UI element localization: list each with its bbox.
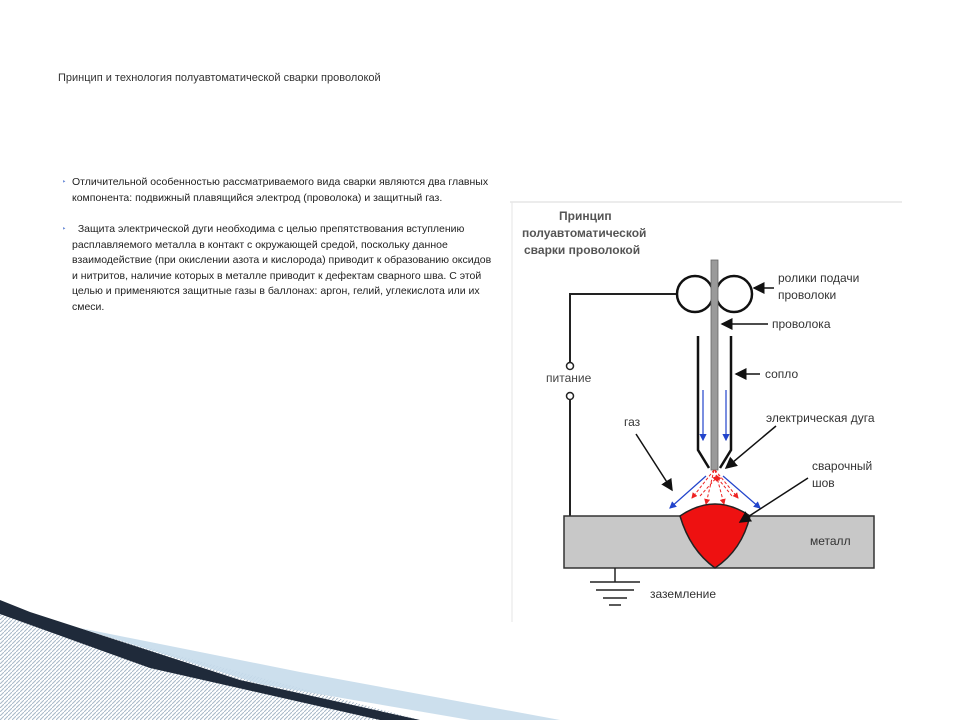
power-terminal-bottom: [567, 393, 574, 400]
label-seam: сварочный: [812, 459, 873, 473]
bullet-marker-icon: ‣: [62, 179, 67, 186]
bullet-item: [62, 222, 495, 315]
label-rollers: ролики подачи: [778, 271, 860, 285]
label-gas: газ: [624, 415, 641, 429]
feed-roller-left-icon: [677, 276, 713, 312]
bullet-text: Защита электрической дуги необходима с целью препятствования вступлению расплавляемого металла в контакт с окружающей средой, поскольку данное взаимодействие (при окислении азота и кислорода) приводит к образованию оксидов и нитритов, наличие которых в металле приводит к дефектам сварного шва. С этой целью и применяются защитные газы в баллонах: аргон, гелий, углекислота или их смеси.: [72, 223, 495, 313]
label-nozzle: сопло: [765, 367, 799, 381]
bullet-text: Отличительной особенностью рассматриваемого вида сварки являются два главных компонента: подвижный плавящийся электрод (проволока) и защитный газ.: [72, 176, 489, 204]
diagram-title-line: полуавтоматической: [522, 226, 647, 240]
label-power: питание: [546, 371, 592, 385]
slide-title: Принцип и технология полуавтоматической сварки проволокой: [58, 72, 381, 84]
diagram-title-line: сварки проволокой: [524, 243, 641, 257]
arc-arrow: [715, 470, 738, 498]
arc-arrow: [716, 476, 732, 496]
label-metal: металл: [810, 534, 851, 548]
gas-flow-arrow: [670, 476, 706, 508]
label-arc: электрическая дуга: [766, 411, 875, 425]
electrode-wire: [711, 260, 718, 470]
label-wire: проволока: [772, 317, 831, 331]
welding-diagram: [510, 200, 902, 622]
label-rollers: проволоки: [778, 288, 837, 302]
bullet-marker-icon: ‣: [62, 226, 67, 233]
power-wire: [570, 294, 677, 362]
feed-roller-right-icon: [716, 276, 752, 312]
label-ground: заземление: [650, 587, 717, 601]
label-seam: шов: [812, 476, 835, 490]
power-terminal-top: [567, 363, 574, 370]
bullet-item: [62, 175, 492, 206]
bullet-list: [62, 175, 495, 315]
diagram-title-line: Принцип: [559, 209, 612, 223]
